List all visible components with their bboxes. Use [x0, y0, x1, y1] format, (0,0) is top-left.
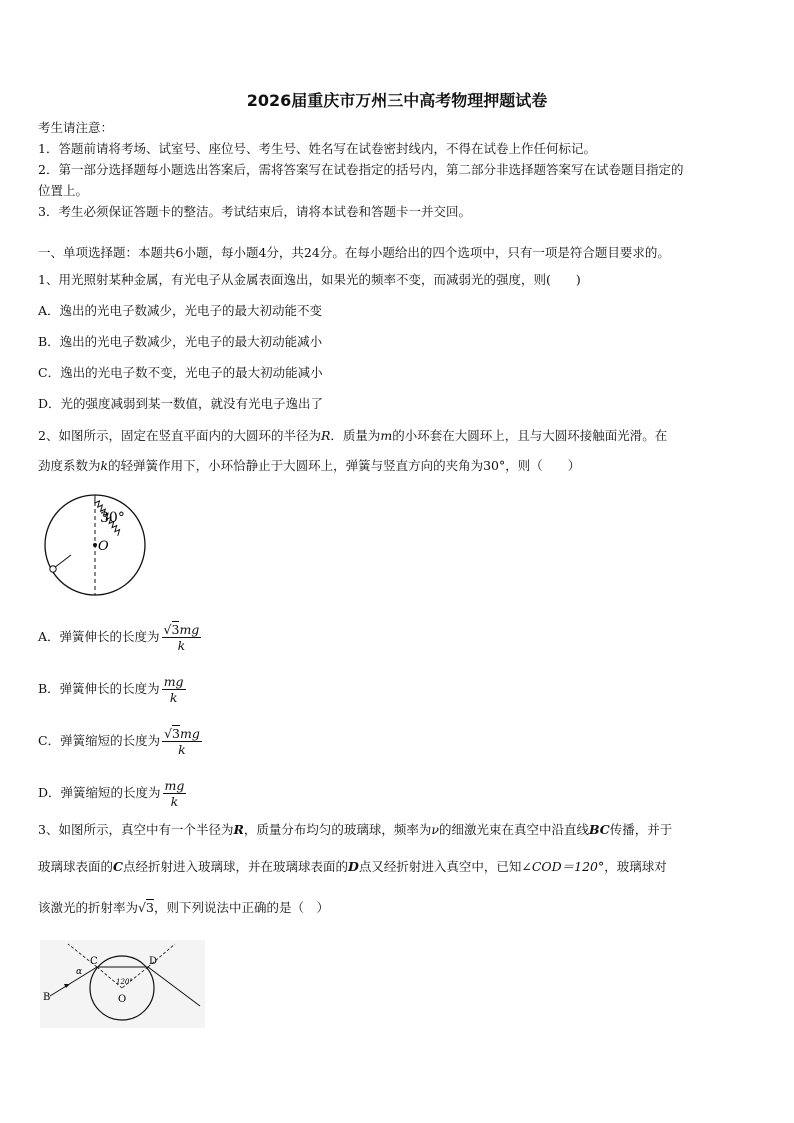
q2-option-b: [38, 674, 186, 705]
denominator: k: [169, 690, 178, 705]
q2-var-R: R: [320, 428, 331, 443]
q3-text: 点经折射进入玻璃球，并在玻璃球表面的: [122, 859, 348, 874]
angle-label: 30°: [100, 510, 125, 526]
q2-option-c: [38, 726, 202, 757]
numerator: mg: [163, 674, 184, 689]
label-O: O: [118, 994, 127, 1005]
q2-stem2-b: 的轻弹簧作用下，小环恰静止于大圆环上，弹簧与竖直方向的夹角为30°，则（ ）: [108, 458, 581, 473]
label-C: C: [90, 956, 98, 967]
label-alpha: α: [76, 967, 83, 977]
sqrt-arg: 3: [145, 900, 154, 915]
q3-angle: ∠COD＝120°: [521, 859, 605, 874]
q3-text: ，则下列说法中正确的是（ ）: [153, 900, 329, 915]
q2-var-k: k: [100, 458, 109, 473]
q3-text: 该激光的折射率为: [38, 900, 139, 915]
q3-var-R: R: [233, 822, 244, 837]
spring-end: [54, 555, 71, 568]
notice-item-2: 2．第一部分选择题每小题选出答案后，需将答案写在试卷指定的括号内，第二部分非选择题答案写在试卷题目指定的: [38, 162, 684, 177]
q3-text: ，玻璃球对: [604, 859, 667, 874]
q3-var-C: C: [113, 859, 123, 874]
q3-text: 3、如图所示，真空中有一个半径为: [38, 822, 234, 837]
small-ring: [50, 566, 56, 572]
notice-item-2-cont: 位置上。: [38, 183, 89, 198]
q3-var-D: D: [347, 859, 359, 874]
q1-option-a: A．逸出的光电子数减少，光电子的最大初动能不变: [38, 303, 323, 318]
q3-text: 的细激光束在真空中沿直线: [438, 822, 589, 837]
page-title: 2026届重庆市万州三中高考物理押题试卷: [246, 91, 548, 110]
sqrt-arg: 3: [172, 726, 180, 741]
q3-text: 传播，并于: [609, 822, 673, 837]
q2-option-a-text: A．弹簧伸长的长度为: [38, 629, 160, 644]
numerator: mg: [164, 778, 185, 793]
q2-stem-line1: [38, 428, 667, 444]
q2-stem-c: 的小环套在大圆环上，且与大圆环接触面光滑。在: [392, 428, 668, 443]
center-point: [93, 543, 97, 547]
q3-text: 玻璃球表面的: [38, 859, 114, 874]
q3-var-nu: ν: [431, 822, 439, 837]
denominator: k: [178, 742, 186, 757]
fraction: $\frac{√3mg}{k}$: [164, 726, 200, 757]
q3-stem-line3: 该激光的折射率为√3，则下列说法中正确的是（ ）: [38, 900, 329, 915]
q3-text: 点又经折射进入真空中，已知: [358, 859, 522, 874]
q2-ring-spring-figure: [40, 490, 150, 600]
sqrt-arg: 3: [171, 622, 180, 637]
fraction: [162, 674, 186, 705]
q2-stem-b: ．质量为: [330, 428, 381, 443]
q2-option-d-text: D．弹簧缩短的长度为: [38, 785, 161, 800]
section-heading: 一、单项选择题：本题共6小题，每小题4分，共24分。在每小题给出的四个选项中，只有一项是符合题目要求的。: [38, 245, 670, 260]
q2-stem2-a: 劲度系数为: [38, 458, 101, 473]
q3-stem-line1: [38, 822, 672, 838]
fraction: [163, 778, 187, 809]
denominator: k: [170, 794, 179, 809]
label-D: D: [149, 956, 158, 967]
notice-heading: 考生请注意：: [38, 120, 114, 135]
center-label: O: [98, 539, 109, 554]
numerator: mg: [179, 622, 200, 637]
q2-option-c-text: C．弹簧缩短的长度为: [38, 733, 161, 748]
fraction: $\frac{√3mg}{k}$: [163, 622, 200, 653]
q1-option-c: C．逸出的光电子数不变，光电子的最大初动能减小: [38, 365, 323, 380]
denominator: k: [177, 638, 186, 653]
q3-glass-sphere-figure: [40, 940, 205, 1028]
q3-var-BC: BC: [589, 822, 610, 837]
label-120: 120°: [116, 978, 133, 986]
q2-stem-line2: [38, 458, 580, 474]
q2-option-b-text: B．弹簧伸长的长度为: [38, 681, 160, 696]
q1-stem: 1、用光照射某种金属，有光电子从金属表面逸出，如果光的频率不变，而减弱光的强度，则( ): [38, 272, 581, 287]
q2-var-m: m: [380, 428, 393, 443]
q3-text: ，质量分布均匀的玻璃球，频率为: [243, 822, 432, 837]
notice-item-1: 1．答题前请将考场、试室号、座位号、考生号、姓名写在试卷密封线内，不得在试卷上作任何标记。: [38, 141, 596, 156]
label-B: B: [43, 992, 51, 1003]
q1-option-d: D．光的强度减弱到某一数值，就没有光电子逸出了: [38, 396, 324, 411]
numerator: mg: [180, 726, 200, 741]
q3-stem-line2: [38, 859, 667, 875]
q1-option-b: B．逸出的光电子数减少，光电子的最大初动能减小: [38, 334, 323, 349]
q2-option-d: [38, 778, 186, 809]
q2-stem-a: 2、如图所示，固定在竖直平面内的大圆环的半径为: [38, 428, 321, 443]
notice-item-3: 3．考生必须保证答题卡的整洁。考试结束后，请将本试卷和答题卡一并交回。: [38, 204, 471, 219]
q2-option-a: [38, 622, 201, 653]
